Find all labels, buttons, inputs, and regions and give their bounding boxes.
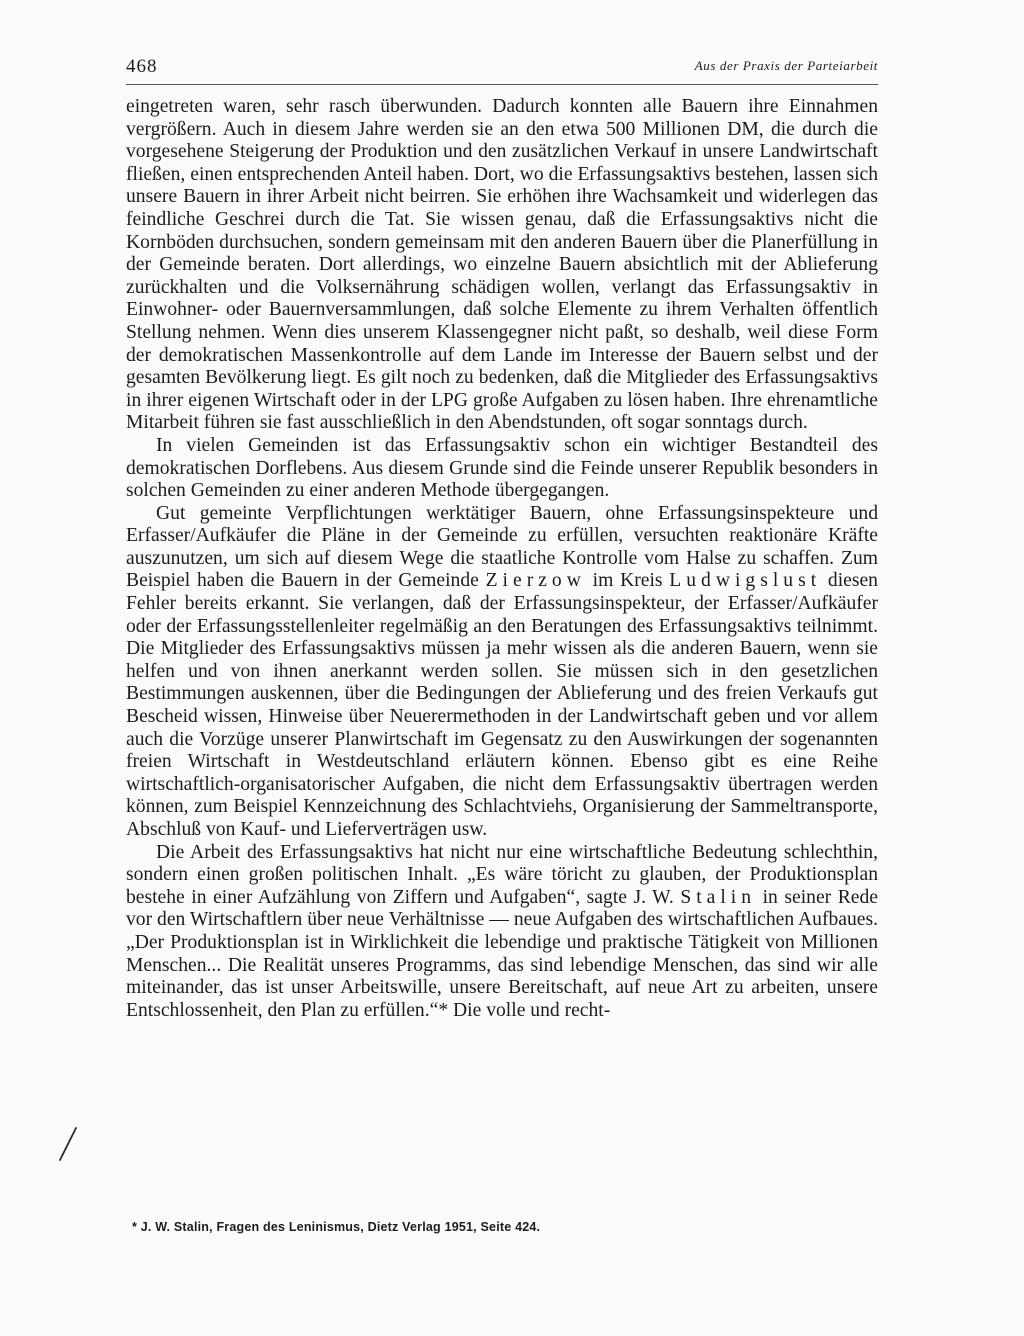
margin-pencil-mark: [54, 1126, 84, 1164]
emphasized-name: Zierzow: [485, 570, 586, 592]
emphasized-name: Ludwigslust: [669, 570, 822, 592]
page-header: [126, 56, 878, 85]
text-segment: eingetreten waren, sehr rasch überwunden. Dadurch konnten alle Bauern ihre Einnahmen vergrößern. Auch in diesem Jahre werden sie an den etwa 500 Millionen DM, die durch die vorgesehene Steigerung der Produktion und den zusätzlichen Verkauf in unsere Landwirtschaft fließen, einen entsprechenden Anteil haben. Dort, wo die Erfassungsaktivs bestehen, lassen sich unsere Bauern in ihrer Arbeit nicht beirren. Sie erhöhen ihre Wachsamkeit und widerlegen das feindliche Geschrei durch die Tat. Sie wissen genau, daß die Erfassungsaktivs nicht die Kornböden durchsuchen, sondern gemeinsam mit den anderen Bauern über die Planerfüllung in der Gemeinde beraten. Dort allerdings, wo einzelne Bauern absichtlich mit der Ablieferung zurückhalten und die Volksernährung schädigen wollen, verlangt das Erfassungsaktiv in Einwohner- oder Bauernversammlungen, daß solche Elemente zu ihrem Verhalten öffentlich Stellung nehmen. Wenn dies unserem Klassengegner nicht paßt, so deshalb, weil diese Form der demokratischen Massenkontrolle auf dem Lande im Interesse der Bauern selbst und der gesamten Bevölkerung liegt. Es gilt noch zu bedenken, daß die Mitglieder des Erfassungsaktivs in ihrer eigenen Wirtschaft oder in der LPG große Aufgaben zu lösen haben. Ihre ehrenamtliche Mitarbeit führen sie fast ausschließlich in den Abendstunden, oft sogar sonntags durch.: [126, 96, 878, 434]
page-number: 468: [126, 56, 158, 77]
text-segment: In vielen Gemeinden ist das Erfassungsaktiv schon ein wichtiger Bestandteil des demokratischen Dorflebens. Aus diesem Grunde sind die Feinde unserer Republik besonders in solchen Gemeinden zu einer anderen Methode übergegangen.: [126, 434, 878, 502]
body-text: [126, 96, 878, 1022]
running-head: Aus der Praxis der Parteiarbeit: [694, 58, 878, 73]
text-segment: Die Arbeit des Erfassungsaktivs hat nicht nur eine wirtschaftliche Bedeutung schlechthin, sondern einen großen politischen Inhalt. „Es wäre töricht zu glauben, der Produktionsplan bestehe in einer Aufzählung von Ziffern und Aufgaben“, sagte J. W.: [126, 841, 878, 908]
footnote: * J. W. Stalin, Fragen des Leninismus, Dietz Verlag 1951, Seite 424.: [132, 1220, 541, 1234]
text-segment: in seiner Rede vor den Wirtschaftlern über neue Verhältnisse — neue Aufgaben des wirtschaftlichen Aufbaues. „Der Produktionsplan ist in Wirklichkeit die lebendige und praktische Tätigkeit von Millionen Menschen... Die Realität unseres Programms, das sind lebendige Menschen, das sind wir alle miteinander, das ist unser Arbeitswille, unsere Bereitschaft, auf neue Art zu arbeiten, unsere Entschlossenheit, den Plan zu erfüllen.“* Die volle und recht-: [126, 886, 878, 1021]
text-segment: diesen Fehler bereits erkannt. Sie verlangen, daß der Erfassungsinspekteur, der Erfasser/Aufkäufer oder der Erfassungsstellenleiter regelmäßig an den Beratungen des Erfassungsaktivs teilnimmt. Die Mitglieder des Erfassungsaktivs müssen ja mehr wissen als die anderen Bauern, wenn sie helfen und von ihnen anerkannt werden sollen. Sie müssen sich in den gesetzlichen Bestimmungen auskennen, über die Bedingungen der Ablieferung und des freien Verkaufs gut Bescheid wissen, Hinweise über Neuerermethoden in der Landwirtschaft geben und vor allem auch die Vorzüge unserer Planwirtschaft im Gegensatz zu den Auswirkungen der sogenannten freien Wirtschaft in Westdeutschland erläutern können. Ebenso gibt es eine Reihe wirtschaftlich-organisatorischer Aufgaben, die nicht dem Erfassungsaktiv übertragen werden können, zum Beispiel Kennzeichnung des Schlachtviehs, Organisierung der Sammeltransporte, Abschluß von Kauf- und Lieferverträgen usw.: [126, 570, 878, 840]
paragraph: [126, 96, 878, 435]
paragraph: [126, 842, 878, 1023]
paragraph: [126, 503, 878, 842]
paragraph: [126, 435, 878, 503]
emphasized-name: Stalin: [680, 886, 757, 908]
text-segment: im Kreis: [585, 570, 670, 592]
text-segment: Gut gemeinte Verpflichtungen werktätiger Bauern, ohne Erfassungsinspekteure und Erfasser/Aufkäufer die Pläne in der Gemeinde zu erfüllen, versuchten reaktionäre Kräfte auszunutzen, um sich auf diesem Wege die staatliche Kontrolle vom Halse zu schaffen. Zum Beispiel haben die Bauern in der Gemeinde: [126, 502, 878, 592]
